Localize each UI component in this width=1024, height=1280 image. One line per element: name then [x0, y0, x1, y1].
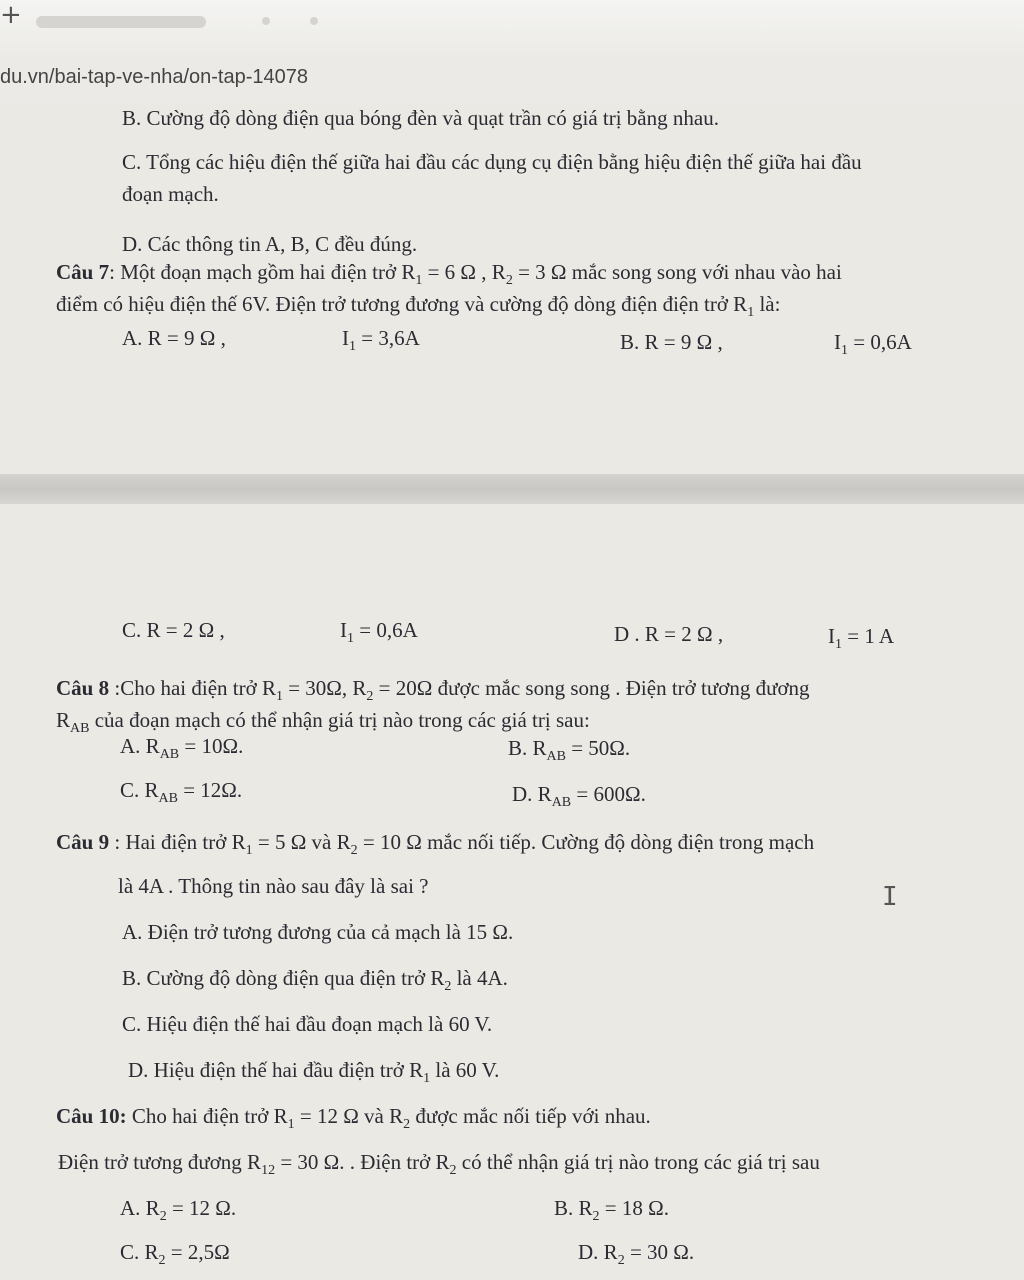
- subscript: 1: [245, 843, 253, 859]
- q7-text: : Một đoạn mạch gồm hai điện trở R: [109, 260, 416, 284]
- q8-text: của đoạn mạch có thể nhận giá trị nào trong các giá trị sau:: [89, 708, 590, 732]
- subscript: 1: [347, 631, 354, 647]
- q9-option-c: C. Hiệu điện thế hai đầu đoạn mạch là 60 V.: [122, 1012, 493, 1036]
- tab-indicator-icon: [310, 17, 318, 25]
- q8-text: = 30Ω, R: [282, 676, 367, 700]
- q7-option-text: = 1 A: [842, 624, 895, 648]
- q7-option-text: = 0,6A: [354, 618, 418, 642]
- q9-option-d: [128, 1058, 499, 1087]
- q7-text: = 3 Ω mắc song song với nhau vào hai: [512, 260, 842, 284]
- q10-text: có thể nhận giá trị nào trong các giá trị sau: [456, 1150, 820, 1174]
- q10-option-b: [554, 1196, 669, 1225]
- q8-option-b: [508, 736, 630, 765]
- subscript: 1: [423, 1071, 431, 1087]
- subscript: 2: [449, 1163, 457, 1179]
- q10-option-d: [578, 1240, 694, 1269]
- q7-line2: [56, 292, 780, 321]
- q7-option-b-i: [834, 330, 912, 359]
- subscript: 2: [366, 689, 374, 705]
- q8-text: :Cho hai điện trở R: [109, 676, 276, 700]
- q10-text: = 12 Ω và R: [294, 1104, 404, 1128]
- q7-option-text: = 0,6A: [848, 330, 912, 354]
- q9-option-text: là 4A.: [451, 966, 508, 990]
- q7-option-a-i: [342, 326, 420, 355]
- q9-option-text: B. Cường độ dòng điện qua điện trở R: [122, 966, 445, 990]
- q10-option-text: D. R: [578, 1240, 618, 1264]
- q9-line2: là 4A . Thông tin nào sau đây là sai ?: [118, 874, 429, 898]
- q10-option-text: = 2,5Ω: [165, 1240, 230, 1264]
- browser-tab-strip: [0, 0, 1024, 56]
- subscript: 2: [505, 273, 513, 289]
- q10-option-text: = 18 Ω.: [599, 1196, 669, 1220]
- text-cursor-icon: I: [882, 882, 898, 912]
- subscript: AB: [551, 795, 572, 811]
- q7-text: điểm có hiệu điện thế 6V. Điện trở tương đương và cường độ dòng điện điện trở R: [56, 292, 748, 316]
- subscript: 2: [617, 1253, 625, 1269]
- q9-option-b: [122, 966, 508, 995]
- q7-option-d-i: [828, 624, 894, 653]
- option-prefix: C. R: [120, 778, 159, 802]
- q10-option-text: = 30 Ω.: [624, 1240, 695, 1264]
- q8-option-text: = 600Ω.: [571, 782, 646, 806]
- subscript: 2: [403, 1117, 411, 1133]
- subscript: 1: [747, 305, 755, 321]
- q8-option-text: = 50Ω.: [565, 736, 631, 760]
- web-page-content: [0, 102, 1024, 1280]
- url-text[interactable]: du.vn/bai-tap-ve-nha/on-tap-14078: [0, 66, 308, 88]
- q9-label: Câu 9: [56, 830, 110, 854]
- q7-option-a-r: A. R = 9 Ω ,: [122, 326, 226, 350]
- q9-option-text: là 60 V.: [430, 1058, 500, 1082]
- new-tab-icon[interactable]: +: [0, 0, 22, 30]
- subscript: 12: [261, 1163, 276, 1179]
- subscript: AB: [70, 721, 90, 737]
- current-symbol: I: [340, 618, 347, 642]
- q10-option-text: = 12 Ω.: [166, 1196, 237, 1220]
- q10-text: Điện trở tương đương R: [58, 1150, 262, 1174]
- q10-option-a: [120, 1196, 236, 1225]
- subscript: 1: [841, 343, 848, 359]
- subscript: AB: [546, 749, 566, 765]
- q10-label: Câu 10:: [56, 1104, 127, 1128]
- q7-option-text: = 3,6A: [356, 326, 420, 350]
- subscript: 2: [592, 1209, 600, 1225]
- q8-text: R: [56, 708, 71, 732]
- address-bar[interactable]: [0, 56, 1024, 103]
- page-divider: [0, 474, 1024, 504]
- current-symbol: I: [342, 326, 349, 350]
- q8-option-c: [120, 778, 242, 807]
- option-prefix: D. R: [512, 782, 552, 806]
- subscript: 1: [349, 339, 356, 355]
- option-prefix: B. R: [508, 736, 547, 760]
- current-symbol: I: [834, 330, 841, 354]
- q10-text: = 30 Ω. . Điện trở R: [275, 1150, 450, 1174]
- q7-text: là:: [754, 292, 781, 316]
- q8-option-text: = 12Ω.: [177, 778, 243, 802]
- q7-text: = 6 Ω , R: [422, 260, 506, 284]
- q8-line2: [56, 708, 590, 737]
- q6-option-c-line2: đoạn mạch.: [122, 182, 219, 206]
- subscript: AB: [158, 791, 178, 807]
- q10-option-text: A. R: [120, 1196, 160, 1220]
- q10-option-text: C. R: [120, 1240, 159, 1264]
- subscript: 1: [275, 689, 283, 705]
- q9-text: = 10 Ω mắc nối tiếp. Cường độ dòng điện trong mạch: [357, 830, 815, 854]
- q6-option-b: B. Cường độ dòng điện qua bóng đèn và quạt trần có giá trị bằng nhau.: [122, 106, 719, 130]
- q7-label: Câu 7: [56, 260, 110, 284]
- q9-option-text: D. Hiệu điện thế hai đầu điện trở R: [128, 1058, 424, 1082]
- q9-option-a: A. Điện trở tương đương của cả mạch là 15 Ω.: [122, 920, 514, 944]
- q8-option-text: = 10Ω.: [179, 734, 244, 758]
- q9-text: = 5 Ω và R: [252, 830, 351, 854]
- q8-label: Câu 8: [56, 676, 110, 700]
- q7-option-d-r: D . R = 2 Ω ,: [614, 622, 724, 646]
- q9-text: : Hai điện trở R: [109, 830, 246, 854]
- q6-option-d: D. Các thông tin A, B, C đều đúng.: [122, 232, 418, 256]
- q9-line1: [56, 830, 814, 859]
- subscript: 2: [158, 1253, 166, 1269]
- q6-option-c-line1: C. Tổng các hiệu điện thế giữa hai đầu các dụng cụ điện bằng hiệu điện thế giữa hai đầu: [122, 150, 862, 174]
- option-prefix: A. R: [120, 734, 160, 758]
- q10-line1: [56, 1104, 651, 1133]
- q10-option-c: [120, 1240, 230, 1269]
- q7-option-c-i: [340, 618, 418, 647]
- q7-line1: [56, 260, 842, 289]
- q8-line1: [56, 676, 810, 705]
- q7-option-c-r: C. R = 2 Ω ,: [122, 618, 225, 642]
- q8-option-d: [512, 782, 646, 811]
- subscript: 1: [415, 273, 423, 289]
- subscript: 2: [444, 979, 452, 995]
- q7-option-b-r: B. R = 9 Ω ,: [620, 330, 723, 354]
- tab-indicator-icon: [262, 17, 270, 25]
- subscript: 2: [350, 843, 358, 859]
- subscript: 1: [835, 637, 842, 653]
- current-symbol: I: [828, 624, 835, 648]
- subscript: AB: [159, 747, 180, 763]
- q10-text: Cho hai điện trở R: [126, 1104, 288, 1128]
- q10-line2: [58, 1150, 820, 1179]
- q10-text: được mắc nối tiếp với nhau.: [410, 1104, 651, 1128]
- q8-option-a: [120, 734, 243, 763]
- q8-text: = 20Ω được mắc song song . Điện trở tương đương: [373, 676, 810, 700]
- subscript: 1: [287, 1117, 295, 1133]
- q10-option-text: B. R: [554, 1196, 593, 1220]
- subscript: 2: [159, 1209, 167, 1225]
- browser-tab[interactable]: [36, 16, 206, 28]
